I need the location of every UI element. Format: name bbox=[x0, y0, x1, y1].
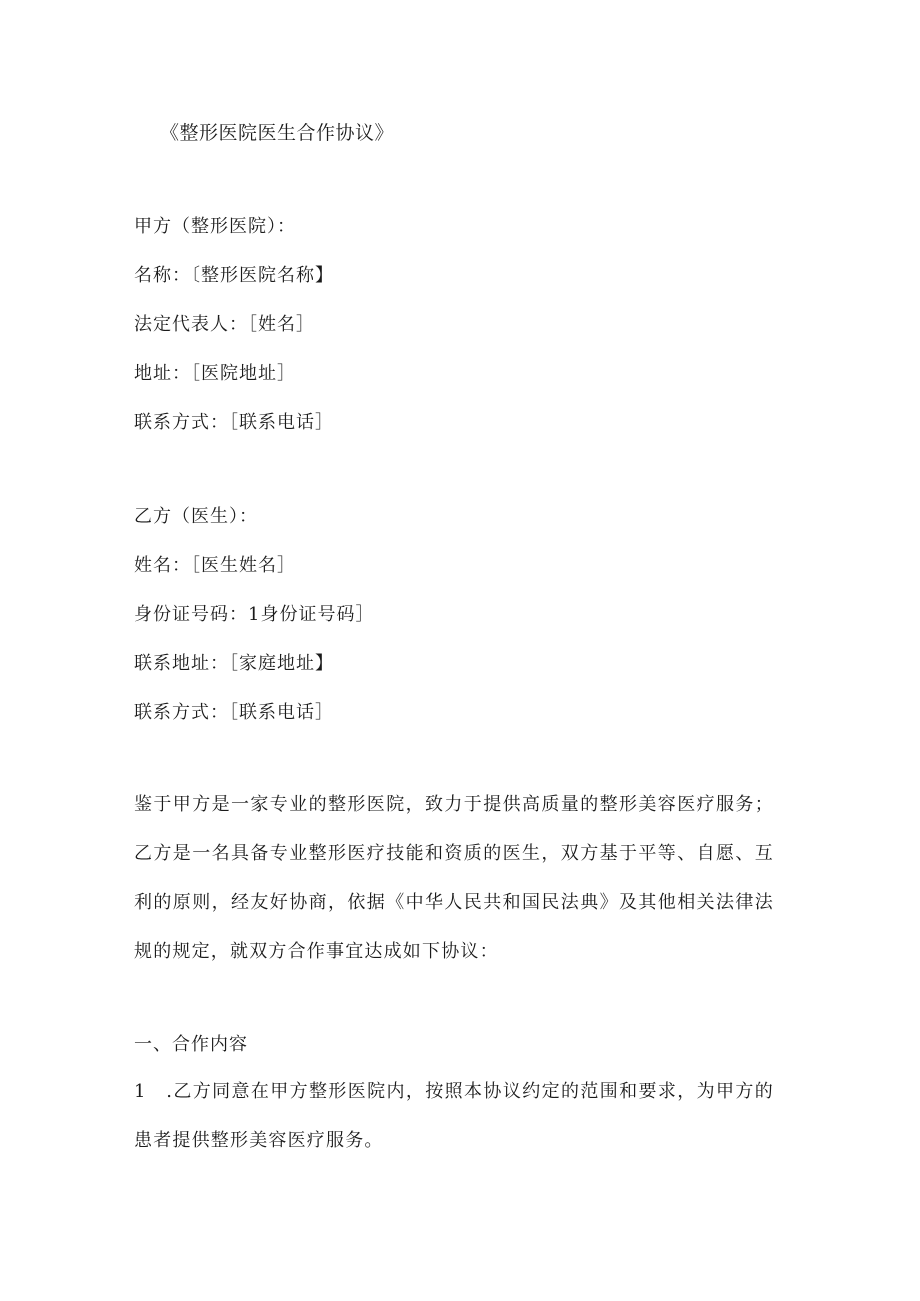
party-b-name: 姓名：［医生姓名］ bbox=[134, 555, 296, 576]
party-a-contact: 联系方式：［联系电话］ bbox=[134, 412, 334, 433]
party-b-address: 联系地址：［家庭地址】 bbox=[134, 653, 334, 674]
party-a-heading: 甲方（整形医院）： bbox=[134, 216, 296, 237]
party-b-contact: 联系方式：［联系电话］ bbox=[134, 702, 334, 723]
party-b-id-number: 身份证号码：1身份证号码］ bbox=[134, 604, 375, 625]
party-a-name: 名称：〔整形医院名称】 bbox=[134, 265, 334, 286]
party-a-legal-representative: 法定代表人：［姓名］ bbox=[134, 314, 315, 335]
section-1-clause-1: 1 .乙方同意在甲方整形医院内，按照本协议约定的范围和要求，为甲方的患者提供整形美容医疗服务。 bbox=[134, 1081, 774, 1151]
preamble-paragraph: 鉴于甲方是一家专业的整形医院，致力于提供高质量的整形美容医疗服务；乙方是一名具备专业整形医疗技能和资质的医生，双方基于平等、自愿、互利的原则，经友好协商，依据《中华人民共和国民法典》及其他相关法律法规的规定，就双方合作事宜达成如下协议： bbox=[134, 794, 774, 962]
party-b-heading: 乙方（医生）： bbox=[134, 506, 258, 527]
document-title: 《整形医院医生合作协议》 bbox=[160, 122, 395, 144]
party-a-address: 地址：［医院地址］ bbox=[134, 363, 296, 384]
section-1-heading: 一、合作内容 bbox=[134, 1034, 248, 1055]
